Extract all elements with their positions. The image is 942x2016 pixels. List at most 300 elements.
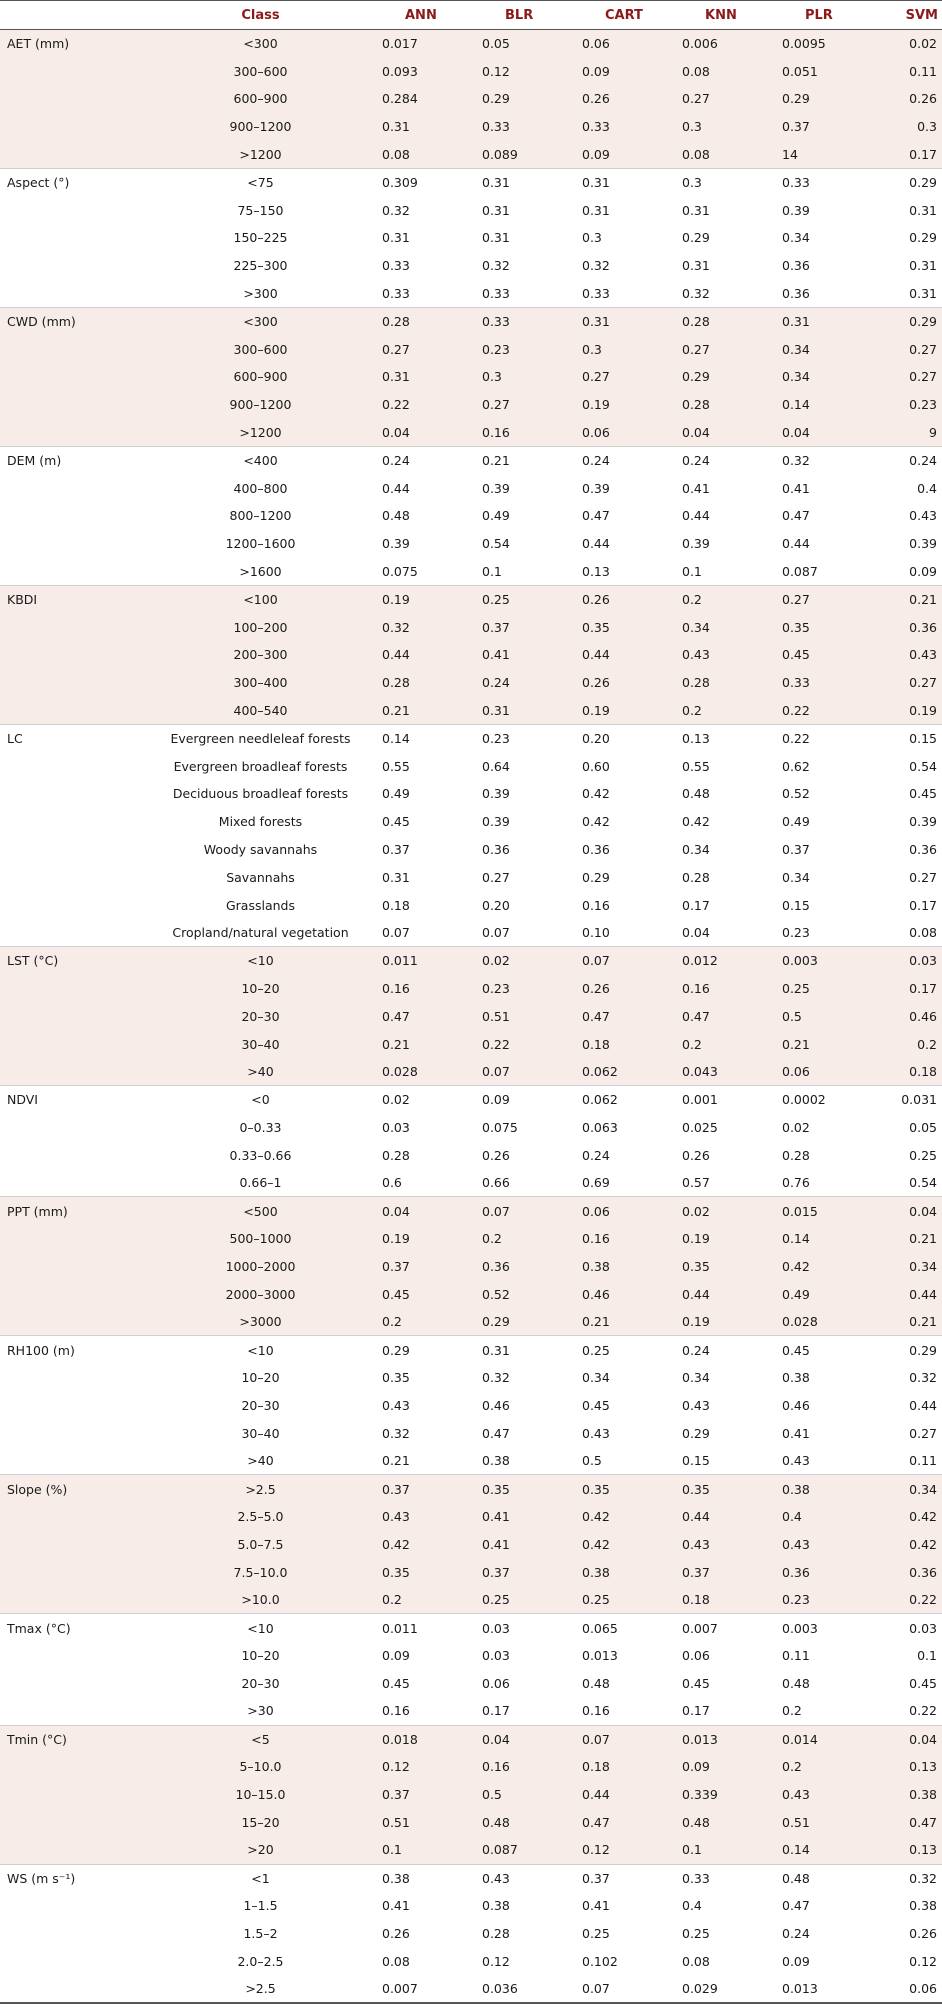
table-row xyxy=(0,1975,942,2003)
svm-value: 0.4 xyxy=(917,480,937,496)
plr-value: 0.33 xyxy=(782,175,810,191)
class-cell: >1600 xyxy=(239,563,282,579)
knn-value: 0.26 xyxy=(682,1147,710,1163)
knn-value: 0.33 xyxy=(682,1870,710,1886)
svm-value: 0.18 xyxy=(909,1064,937,1080)
svm-value: 0.27 xyxy=(909,1425,937,1441)
class-cell: 300–600 xyxy=(233,341,288,357)
ann-value: 0.18 xyxy=(382,897,410,913)
table-row xyxy=(0,168,942,196)
cart-value: 0.5 xyxy=(582,1453,602,1469)
variable-name: NDVI xyxy=(7,1092,38,1108)
plr-value: 0.45 xyxy=(782,1342,810,1358)
knn-value: 0.18 xyxy=(682,1592,710,1608)
plr-value: 0.23 xyxy=(782,925,810,941)
knn-value: 0.19 xyxy=(682,1231,710,1247)
ann-value: 0.51 xyxy=(382,1814,410,1830)
table-row xyxy=(0,669,942,697)
class-cell: >1200 xyxy=(239,424,282,440)
class-cell: 200–300 xyxy=(233,647,288,663)
ann-value: 0.309 xyxy=(382,175,418,191)
plr-value: 0.36 xyxy=(782,1564,810,1580)
cart-value: 0.07 xyxy=(582,1981,610,1997)
svm-value: 0.29 xyxy=(909,230,937,246)
knn-value: 0.2 xyxy=(682,592,702,608)
variable-name xyxy=(0,419,148,447)
variable-name xyxy=(0,808,148,836)
table-row xyxy=(0,30,942,58)
blr-value: 0.1 xyxy=(482,563,502,579)
class-cell: 900–1200 xyxy=(229,119,292,135)
plr-value: 0.5 xyxy=(782,1008,802,1024)
class-cell: 150–225 xyxy=(233,230,288,246)
svm-value: 0.44 xyxy=(909,1397,937,1413)
knn-value: 0.28 xyxy=(682,869,710,885)
ann-value: 0.2 xyxy=(382,1592,402,1608)
plr-value: 0.34 xyxy=(782,369,810,385)
plr-value: 0.49 xyxy=(782,814,810,830)
variable-name: CWD (mm) xyxy=(7,314,76,330)
class-cell: >3000 xyxy=(239,1314,282,1330)
plr-value: 0.39 xyxy=(782,202,810,218)
cart-value: 0.32 xyxy=(582,258,610,274)
variable-name: DEM (m) xyxy=(7,453,62,469)
knn-value: 0.025 xyxy=(682,1119,718,1135)
ann-value: 0.31 xyxy=(382,230,410,246)
table-row xyxy=(0,391,942,419)
knn-value: 0.57 xyxy=(682,1175,710,1191)
class-cell: <75 xyxy=(247,175,274,191)
class-cell: 400–540 xyxy=(233,702,288,718)
table-row xyxy=(0,1892,942,1920)
class-cell: 10–20 xyxy=(241,1648,280,1664)
class-cell: >300 xyxy=(243,285,278,301)
cart-value: 0.38 xyxy=(582,1564,610,1580)
knn-value: 0.02 xyxy=(682,1203,710,1219)
svm-value: 0.38 xyxy=(909,1787,937,1803)
variable-name xyxy=(0,641,148,669)
variable-name xyxy=(0,975,148,1003)
svm-value: 0.32 xyxy=(909,1370,937,1386)
ann-value: 0.37 xyxy=(382,842,410,857)
svm-value: 0.54 xyxy=(909,1175,937,1191)
class-cell: >20 xyxy=(247,1842,274,1858)
ann-value: 0.19 xyxy=(382,592,410,608)
blr-value: 0.04 xyxy=(482,1731,510,1747)
table-row xyxy=(0,141,942,169)
table-row xyxy=(0,780,942,808)
ann-value: 0.26 xyxy=(382,1926,410,1942)
variable-name xyxy=(0,1225,148,1253)
cart-value: 0.39 xyxy=(582,480,610,496)
blr-value: 0.39 xyxy=(482,786,510,802)
knn-value: 0.32 xyxy=(682,285,710,301)
knn-value: 0.25 xyxy=(682,1926,710,1942)
svm-value: 0.24 xyxy=(909,453,937,469)
ann-value: 0.47 xyxy=(382,1008,410,1024)
ann-value: 0.32 xyxy=(382,619,410,635)
class-cell: >40 xyxy=(247,1453,274,1469)
blr-value: 0.41 xyxy=(482,1536,510,1552)
svm-value: 0.22 xyxy=(909,1703,937,1719)
plr-value: 14 xyxy=(782,146,798,162)
plr-value: 0.45 xyxy=(782,647,810,663)
knn-value: 0.17 xyxy=(682,897,710,913)
plr-value: 0.29 xyxy=(782,91,810,107)
svm-value: 0.43 xyxy=(909,508,937,524)
variable-name: RH100 (m) xyxy=(7,1342,75,1358)
ann-value: 0.39 xyxy=(382,536,410,552)
knn-value: 0.08 xyxy=(682,146,710,162)
cart-value: 0.19 xyxy=(582,397,610,413)
plr-value: 0.41 xyxy=(782,480,810,496)
svm-value: 0.45 xyxy=(909,786,937,802)
table-row xyxy=(0,1169,942,1197)
class-cell: 0–0.33 xyxy=(239,1119,282,1135)
cart-value: 0.062 xyxy=(582,1092,618,1108)
cart-value: 0.13 xyxy=(582,563,610,579)
table-row xyxy=(0,1920,942,1948)
blr-value: 0.31 xyxy=(482,175,510,191)
table-row xyxy=(0,1253,942,1281)
variable-name xyxy=(0,1002,148,1030)
plr-value: 0.02 xyxy=(782,1119,810,1135)
class-cell: 7.5–10.0 xyxy=(233,1564,288,1580)
blr-value: 0.27 xyxy=(482,397,510,413)
header-blr: BLR xyxy=(473,1,573,30)
ann-value: 0.011 xyxy=(382,1620,418,1636)
blr-value: 0.27 xyxy=(482,869,510,885)
class-cell: 20–30 xyxy=(241,1397,280,1413)
knn-value: 0.006 xyxy=(682,36,718,52)
plr-value: 0.62 xyxy=(782,758,810,774)
header-row xyxy=(0,1,942,30)
blr-value: 0.03 xyxy=(482,1648,510,1664)
header-svm: SVM xyxy=(873,1,942,30)
class-cell: 600–900 xyxy=(233,369,288,385)
variable-name xyxy=(0,224,148,252)
svm-value: 0.1 xyxy=(917,1648,937,1664)
variable-name xyxy=(0,1920,148,1948)
table-row xyxy=(0,641,942,669)
knn-value: 0.31 xyxy=(682,258,710,274)
knn-value: 0.35 xyxy=(682,1481,710,1497)
table-row xyxy=(0,1947,942,1975)
variable-name xyxy=(0,919,148,947)
class-cell: 2000–3000 xyxy=(225,1286,296,1302)
class-cell: Woody savannahs xyxy=(203,842,318,857)
table-row xyxy=(0,863,942,891)
class-cell: <10 xyxy=(247,1342,274,1358)
blr-value: 0.12 xyxy=(482,1953,510,1969)
ann-value: 0.48 xyxy=(382,508,410,524)
knn-value: 0.44 xyxy=(682,1509,710,1525)
variable-name xyxy=(0,502,148,530)
table-row xyxy=(0,891,942,919)
class-cell: 800–1200 xyxy=(229,508,292,524)
variable-group xyxy=(0,1864,942,2003)
class-cell: >10.0 xyxy=(241,1592,280,1608)
header-cart: CART xyxy=(573,1,673,30)
ann-value: 0.04 xyxy=(382,424,410,440)
cart-value: 0.18 xyxy=(582,1036,610,1052)
knn-value: 0.34 xyxy=(682,842,710,857)
svm-value: 0.12 xyxy=(909,1953,937,1969)
variable-name xyxy=(0,363,148,391)
svm-value: 0.08 xyxy=(909,925,937,941)
blr-value: 0.23 xyxy=(482,980,510,996)
svm-value: 0.42 xyxy=(909,1509,937,1525)
class-cell: Grasslands xyxy=(225,897,295,913)
svm-value: 0.26 xyxy=(909,91,937,107)
blr-value: 0.29 xyxy=(482,91,510,107)
variable-group xyxy=(0,30,942,169)
variable-name xyxy=(0,1280,148,1308)
table-row xyxy=(0,1864,942,1892)
variable-name xyxy=(0,1892,148,1920)
class-cell: Deciduous broadleaf forests xyxy=(172,786,349,802)
variable-name xyxy=(0,613,148,641)
ann-value: 0.55 xyxy=(382,758,410,774)
class-cell: 0.66–1 xyxy=(239,1175,282,1191)
plr-value: 0.44 xyxy=(782,536,810,552)
cart-value: 0.31 xyxy=(582,314,610,330)
cart-value: 0.46 xyxy=(582,1286,610,1302)
svm-value: 0.26 xyxy=(909,1926,937,1942)
svm-value: 0.31 xyxy=(909,202,937,218)
knn-value: 0.48 xyxy=(682,1814,710,1830)
cart-value: 0.16 xyxy=(582,1703,610,1719)
class-cell: 10–15.0 xyxy=(235,1787,286,1803)
cart-value: 0.33 xyxy=(582,285,610,301)
svm-value: 0.25 xyxy=(909,1147,937,1163)
ann-value: 0.49 xyxy=(382,786,410,802)
variable-name xyxy=(0,280,148,308)
plr-value: 0.14 xyxy=(782,1231,810,1247)
table-row xyxy=(0,1558,942,1586)
class-cell: Mixed forests xyxy=(218,814,303,830)
class-cell: 0.33–0.66 xyxy=(229,1147,292,1163)
class-cell: 1–1.5 xyxy=(243,1898,278,1914)
table-row xyxy=(0,585,942,613)
plr-value: 0.028 xyxy=(782,1314,818,1330)
ann-value: 0.1 xyxy=(382,1842,402,1858)
blr-value: 0.31 xyxy=(482,202,510,218)
blr-value: 0.16 xyxy=(482,424,510,440)
blr-value: 0.33 xyxy=(482,285,510,301)
blr-value: 0.5 xyxy=(482,1787,502,1803)
ann-value: 0.093 xyxy=(382,63,418,79)
class-cell: 100–200 xyxy=(233,619,288,635)
variable-group xyxy=(0,1725,942,1864)
blr-value: 0.39 xyxy=(482,814,510,830)
variable-name xyxy=(0,1670,148,1698)
class-cell: 1000–2000 xyxy=(225,1258,296,1274)
ann-value: 0.29 xyxy=(382,1342,410,1358)
cart-value: 0.45 xyxy=(582,1397,610,1413)
cart-value: 0.24 xyxy=(582,453,610,469)
plr-value: 0.051 xyxy=(782,63,818,79)
blr-value: 0.33 xyxy=(482,119,510,135)
variable-group xyxy=(0,1614,942,1725)
class-cell: 500–1000 xyxy=(229,1231,292,1247)
table-row xyxy=(0,335,942,363)
table-row xyxy=(0,1086,942,1114)
variable-name xyxy=(0,1392,148,1420)
svm-value: 0.031 xyxy=(901,1092,937,1108)
class-cell: 30–40 xyxy=(241,1425,280,1441)
plr-value: 0.47 xyxy=(782,1898,810,1914)
variable-name xyxy=(0,1947,148,1975)
knn-value: 0.35 xyxy=(682,1258,710,1274)
variable-name: KBDI xyxy=(7,592,38,608)
variable-name xyxy=(0,1586,148,1614)
svm-value: 0.04 xyxy=(909,1731,937,1747)
knn-value: 0.007 xyxy=(682,1620,718,1636)
knn-value: 0.4 xyxy=(682,1898,702,1914)
plr-value: 0.38 xyxy=(782,1370,810,1386)
svm-value: 0.19 xyxy=(909,702,937,718)
variable-name xyxy=(0,196,148,224)
variable-name xyxy=(0,335,148,363)
blr-value: 0.29 xyxy=(482,1314,510,1330)
svm-value: 9 xyxy=(929,424,937,440)
blr-value: 0.32 xyxy=(482,258,510,274)
blr-value: 0.089 xyxy=(482,146,518,162)
knn-value: 0.39 xyxy=(682,536,710,552)
variable-name xyxy=(0,1697,148,1725)
variable-name: Tmin (°C) xyxy=(7,1731,67,1747)
knn-value: 0.15 xyxy=(682,1453,710,1469)
class-cell: <10 xyxy=(247,1620,274,1636)
cart-value: 0.26 xyxy=(582,592,610,608)
table-row xyxy=(0,474,942,502)
cart-value: 0.3 xyxy=(582,341,602,357)
table-row xyxy=(0,1336,942,1364)
ann-value: 0.08 xyxy=(382,1953,410,1969)
cart-value: 0.062 xyxy=(582,1064,618,1080)
plr-value: 0.2 xyxy=(782,1703,802,1719)
class-cell: <10 xyxy=(247,953,274,969)
cart-value: 0.42 xyxy=(582,1536,610,1552)
svm-value: 0.23 xyxy=(909,397,937,413)
ann-value: 0.24 xyxy=(382,453,410,469)
svm-value: 0.36 xyxy=(909,842,937,857)
variable-name xyxy=(0,391,148,419)
cart-value: 0.47 xyxy=(582,1814,610,1830)
variable-name xyxy=(0,1836,148,1864)
table-row xyxy=(0,530,942,558)
ann-value: 0.28 xyxy=(382,1147,410,1163)
table-row xyxy=(0,57,942,85)
table-row xyxy=(0,947,942,975)
plr-value: 0.06 xyxy=(782,1064,810,1080)
table-row xyxy=(0,363,942,391)
table-row xyxy=(0,1030,942,1058)
blr-value: 0.31 xyxy=(482,230,510,246)
cart-value: 0.10 xyxy=(582,925,610,941)
variable-name xyxy=(0,780,148,808)
plr-value: 0.46 xyxy=(782,1397,810,1413)
ann-value: 0.011 xyxy=(382,953,418,969)
variable-name xyxy=(0,1753,148,1781)
blr-value: 0.52 xyxy=(482,1286,510,1302)
variable-name xyxy=(0,1419,148,1447)
ann-value: 0.028 xyxy=(382,1064,418,1080)
table-row xyxy=(0,1614,942,1642)
class-cell: 2.5–5.0 xyxy=(237,1509,284,1525)
cart-value: 0.26 xyxy=(582,91,610,107)
svm-value: 0.09 xyxy=(909,563,937,579)
table-row xyxy=(0,1586,942,1614)
ann-value: 0.37 xyxy=(382,1258,410,1274)
ann-value: 0.16 xyxy=(382,1703,410,1719)
variable-name xyxy=(0,1308,148,1336)
plr-value: 0.51 xyxy=(782,1814,810,1830)
cart-value: 0.48 xyxy=(582,1675,610,1691)
variable-name xyxy=(0,1447,148,1475)
knn-value: 0.04 xyxy=(682,424,710,440)
svm-value: 0.31 xyxy=(909,258,937,274)
knn-value: 0.28 xyxy=(682,675,710,691)
blr-value: 0.20 xyxy=(482,897,510,913)
plr-value: 0.48 xyxy=(782,1675,810,1691)
cart-value: 0.16 xyxy=(582,1231,610,1247)
class-cell: Evergreen needleleaf forests xyxy=(170,731,351,747)
variable-name xyxy=(0,1169,148,1197)
blr-value: 0.25 xyxy=(482,1592,510,1608)
ann-value: 0.19 xyxy=(382,1231,410,1247)
svm-value: 0.04 xyxy=(909,1203,937,1219)
knn-value: 0.37 xyxy=(682,1564,710,1580)
ann-value: 0.33 xyxy=(382,258,410,274)
svm-value: 0.02 xyxy=(909,36,937,52)
variable-name xyxy=(0,1503,148,1531)
blr-value: 0.02 xyxy=(482,953,510,969)
class-cell: <300 xyxy=(243,36,278,52)
ann-value: 0.41 xyxy=(382,1898,410,1914)
knn-value: 0.29 xyxy=(682,369,710,385)
variable-group xyxy=(0,168,942,307)
svm-value: 0.21 xyxy=(909,1314,937,1330)
plr-value: 0.37 xyxy=(782,119,810,135)
variable-name: LC xyxy=(7,731,23,747)
table-row xyxy=(0,1809,942,1837)
variable-group xyxy=(0,307,942,446)
class-cell: 5–10.0 xyxy=(239,1759,282,1775)
cart-value: 0.44 xyxy=(582,1787,610,1803)
ann-value: 0.2 xyxy=(382,1314,402,1330)
knn-value: 0.43 xyxy=(682,647,710,663)
variable-group xyxy=(0,585,942,724)
table-row xyxy=(0,1447,942,1475)
table-row xyxy=(0,1697,942,1725)
header-ann: ANN xyxy=(373,1,473,30)
class-cell: 10–20 xyxy=(241,980,280,996)
variable-name: PPT (mm) xyxy=(7,1203,68,1219)
svm-value: 0.43 xyxy=(909,647,937,663)
svm-value: 0.38 xyxy=(909,1898,937,1914)
cart-value: 0.36 xyxy=(582,842,610,857)
ann-value: 0.28 xyxy=(382,314,410,330)
plr-value: 0.41 xyxy=(782,1425,810,1441)
ann-value: 0.43 xyxy=(382,1397,410,1413)
knn-value: 0.27 xyxy=(682,341,710,357)
class-cell: Savannahs xyxy=(226,869,295,885)
table-row xyxy=(0,1364,942,1392)
blr-value: 0.12 xyxy=(482,63,510,79)
ann-value: 0.017 xyxy=(382,36,418,52)
